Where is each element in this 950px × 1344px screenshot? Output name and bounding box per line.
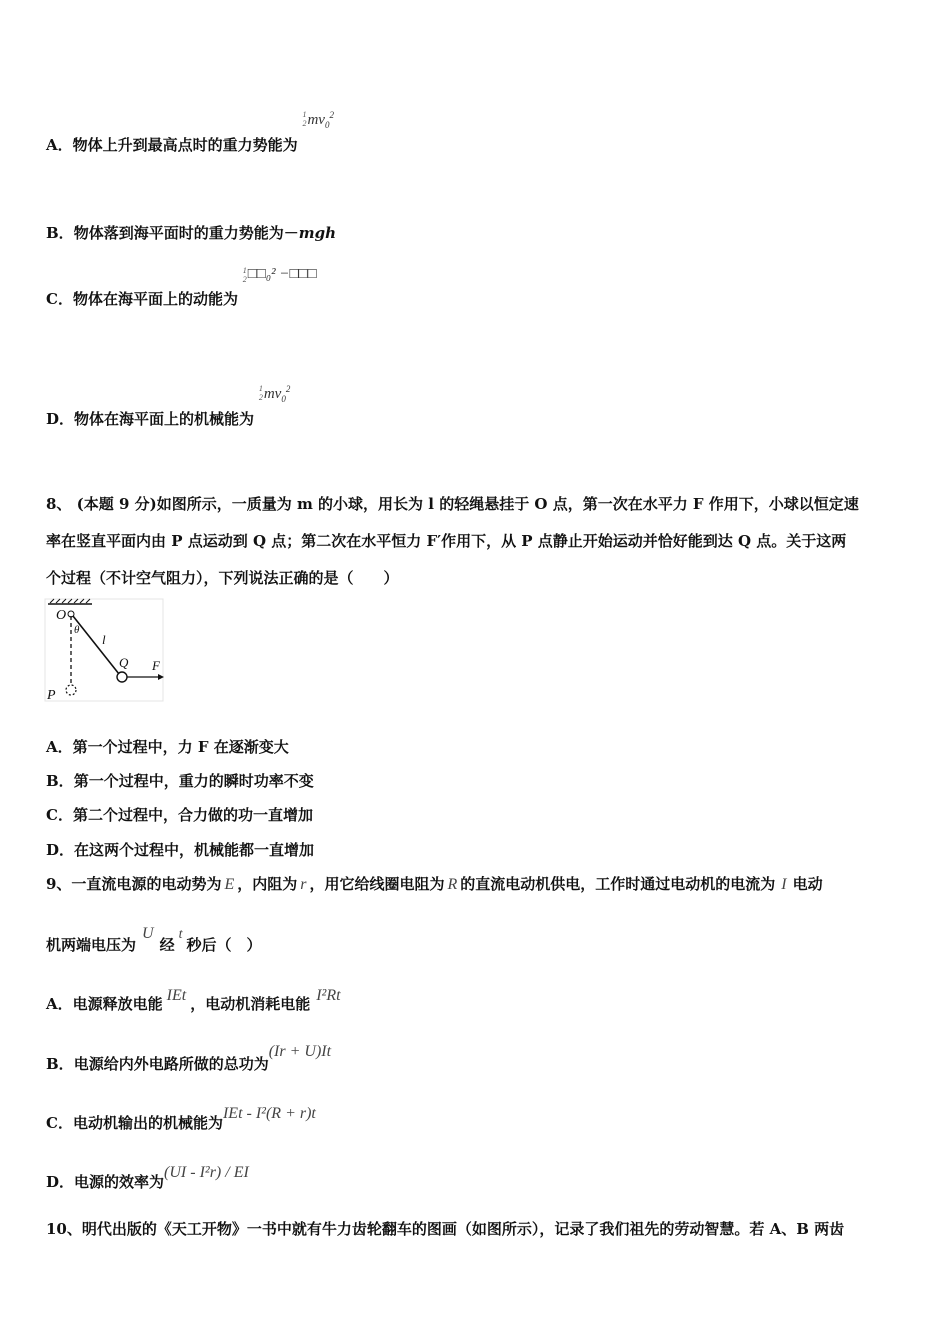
q9-stem-line1: 9、一直流电源的电动势为 E ，内阻为 r ，用它给线圈电阻为 R 的直流电动机供电，工作时通过电动机的电流为 I 电动: [46, 875, 823, 893]
label-p: P: [47, 688, 56, 703]
formula-iet: IEt: [166, 987, 187, 1004]
q8-line1: 8、 (本题 9 分)如图所示，一质量为 m 的小球，用长为 l 的轻绳悬挂于 O 点，第一次在水平力 F 作用下，小球以恒定速: [46, 495, 859, 513]
option-text: 物体上升到最高点时的重力势能为: [72, 136, 298, 154]
formula-half-mv0-squared: 1 2 $mv_0^2$: [302, 110, 334, 130]
label-f: F: [152, 658, 160, 673]
string-l: [73, 616, 119, 674]
ball-q: [117, 672, 127, 682]
option-text: 物体在海平面上的机械能为: [74, 410, 255, 428]
q8-pendulum-figure: [44, 598, 166, 704]
label-q: Q: [119, 655, 129, 670]
q9-option-b: B．电源给内外电路所做的总功为(Ir + U)It: [46, 1043, 332, 1073]
q7-option-b: [46, 222, 336, 243]
q8-line3: 个过程（不计空气阻力），下列说法正确的是（ ）: [46, 569, 399, 587]
formula-mechanical-energy: IEt - I²(R + r)t: [222, 1105, 316, 1122]
q7-option-c: [46, 262, 317, 308]
formula-broken-glyphs: 1 2 □□₀² −□□□: [242, 266, 317, 284]
ceiling-hatch: [50, 599, 90, 603]
label-l: l: [102, 632, 106, 647]
q7-option-d: [46, 382, 291, 428]
q8-option-c: C．第二个过程中，合力做的功一直增加: [46, 806, 313, 824]
label-o: O: [56, 608, 67, 623]
ball-p-dashed: [66, 685, 76, 695]
formula-efficiency: (UI - I²r) / EI: [164, 1164, 249, 1181]
q8-stem: [46, 486, 906, 597]
formula-mgh: mgh: [298, 224, 336, 242]
option-letter: B．: [46, 224, 74, 242]
option-letter: D．: [46, 410, 75, 428]
q8-option-b: B．第一个过程中，重力的瞬时功率不变: [46, 772, 314, 790]
option-text: 物体在海平面上的动能为: [72, 290, 238, 308]
q9-option-c: C．电动机输出的机械能为IEt - I²(R + r)t: [46, 1105, 316, 1132]
formula-total-work: (Ir + U)It: [268, 1043, 332, 1060]
q9-option-a: A．电源释放电能 IEt ，电动机消耗电能 I²Rt: [46, 987, 341, 1013]
option-text: 物体落到海平面时的重力势能为－: [73, 224, 299, 242]
formula-i2rt: I²Rt: [316, 987, 341, 1004]
q9-stem-line2: 机两端电压为U经t秒后（ ）: [46, 925, 262, 954]
q8-option-d: D．在这两个过程中，机械能都一直增加: [46, 841, 315, 859]
q8-line2: 率在竖直平面内由 P 点运动到 Q 点；第二次在水平恒力 F′作用下，从 P 点静止开始运动并恰好能到达 Q 点。关于这两: [46, 532, 847, 550]
q7-option-a: [46, 110, 334, 154]
label-theta: θ: [74, 624, 80, 636]
option-letter: A．: [46, 136, 73, 154]
q9-option-d: D．电源的效率为(UI - I²r) / EI: [46, 1164, 249, 1191]
q8-option-a: A．第一个过程中，力 F 在逐渐变大: [46, 738, 289, 756]
option-letter: C．: [46, 290, 73, 308]
q10-stem: 10、明代出版的《天工开物》一书中就有牛力齿轮翻车的图画（如图所示），记录了我们祖先的劳动智慧。若 A、B 两齿: [46, 1220, 845, 1238]
formula-half-mv0-squared: 1 2 $mv_0^2$: [258, 384, 291, 404]
